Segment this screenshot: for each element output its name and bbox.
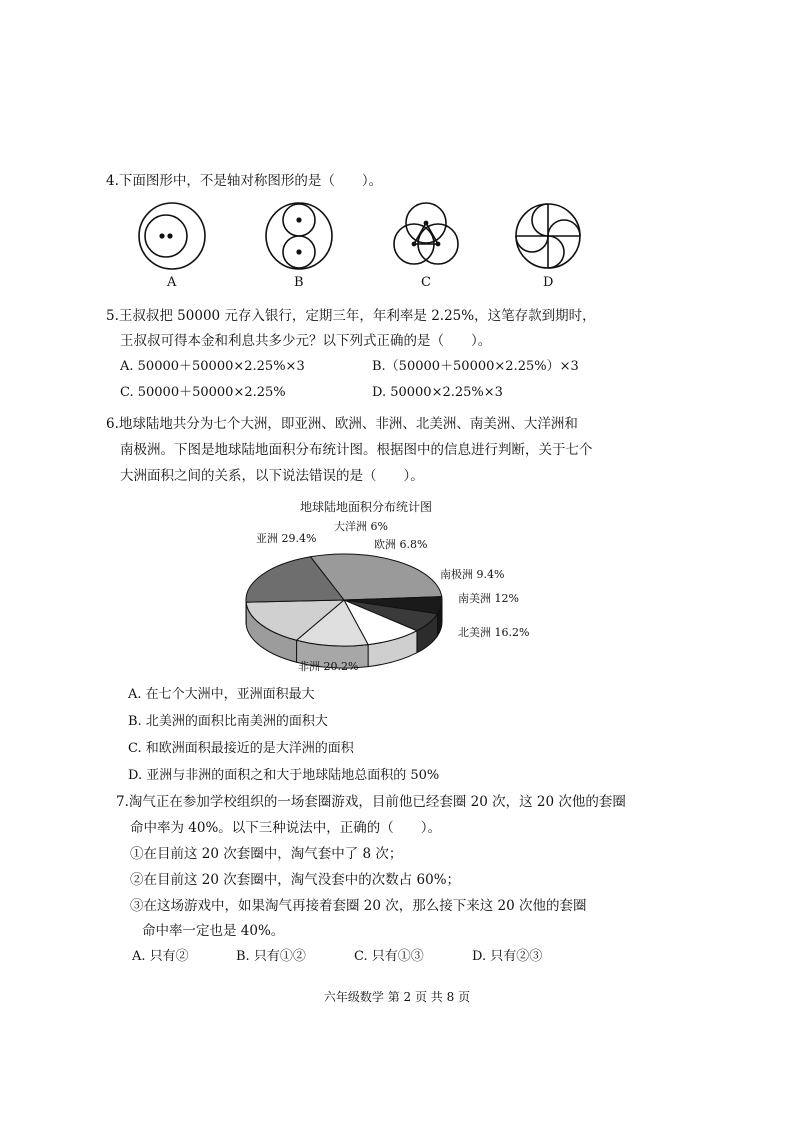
q5-option-b: B.（50000＋50000×2.25%）×3 (372, 359, 579, 374)
q6-stem-line1: 6.地球陆地共分为七个大洲，即亚洲、欧洲、非洲、北美洲、南美洲、大洋洲和 (106, 416, 578, 432)
q7-statement-3-line2: 命中率一定也是 40%。 (142, 923, 285, 939)
q7-option-b: B. 只有①② (236, 949, 306, 964)
q6-stem-line3: 大洲面积之间的关系，以下说法错误的是（ ）。 (120, 468, 424, 484)
q6-option-c: C. 和欧洲面积最接近的是大洋洲的面积 (128, 741, 354, 756)
pie-label-africa: 非洲 20.2% (298, 660, 359, 673)
q6-option-a: A. 在七个大洲中，亚洲面积最大 (128, 687, 315, 702)
q5-stem-line2: 王叔叔可得本金和利息共多少元？以下列式正确的是（ ）。 (120, 333, 492, 349)
figure-c (394, 203, 458, 264)
q6-option-d: D. 亚洲与非洲的面积之和大于地球陆地总面积的 50% (128, 768, 440, 783)
page-footer: 六年级数学 第 2 页 共 8 页 (323, 990, 471, 1004)
q6-stem-line2: 南极洲。下图是地球陆地面积分布统计图。根据图中的信息进行判断，关于七个 (120, 442, 593, 458)
figure-d (516, 204, 580, 268)
figure-b (266, 203, 332, 269)
q7-statement-1: ①在目前这 20 次套圈中，淘气套中了 8 次； (130, 846, 403, 862)
q7-option-d: D. 只有②③ (472, 949, 543, 964)
q5-option-a: A. 50000＋50000×2.25%×3 (120, 359, 305, 374)
q7-stem-line1: 7.淘气正在参加学校组织的一场套圈游戏，目前他已经套圈 20 次，这 20 次他的套圈 (116, 794, 626, 810)
pie-label-asia: 亚洲 29.4% (256, 532, 317, 545)
q7-stem-line2: 命中率为 40%。以下三种说法中，正确的（ ）。 (130, 820, 442, 836)
figure-label-b: B (294, 275, 304, 290)
q7-statement-2: ②在目前这 20 次套圈中，淘气没套中的次数占 60%； (130, 872, 461, 888)
figure-label-a: A (167, 275, 177, 290)
q4-figures (0, 200, 794, 300)
pie-label-north-america: 北美洲 16.2% (458, 626, 530, 639)
pie-label-oceania: 大洋洲 6% (334, 520, 388, 533)
q5-option-c: C. 50000＋50000×2.25% (120, 385, 286, 400)
q7-option-a: A. 只有② (132, 949, 189, 964)
figure-label-d: D (543, 275, 554, 290)
pie-label-europe: 欧洲 6.8% (374, 538, 428, 551)
figure-a (139, 203, 205, 269)
pie-label-south-america: 南美洲 12% (458, 592, 519, 605)
q4-stem: 4.下面图形中，不是轴对称图形的是（ ）。 (106, 173, 383, 189)
q5-stem-line1: 5.王叔叔把 50000 元存入银行，定期三年，年利率是 2.25%，这笔存款到期时， (106, 308, 596, 324)
figure-label-c: C (421, 275, 431, 290)
chart-title: 地球陆地面积分布统计图 (300, 500, 433, 514)
q6-option-b: B. 北美洲的面积比南美洲的面积大 (128, 714, 328, 729)
q5-option-d: D. 50000×2.25%×3 (372, 385, 503, 400)
q7-statement-3-line1: ③在这场游戏中，如果淘气再接着套圈 20 次，那么接下来这 20 次他的套圈 (130, 898, 587, 914)
pie-label-antarctica: 南极洲 9.4% (440, 568, 505, 581)
q7-option-c: C. 只有①③ (354, 949, 424, 964)
